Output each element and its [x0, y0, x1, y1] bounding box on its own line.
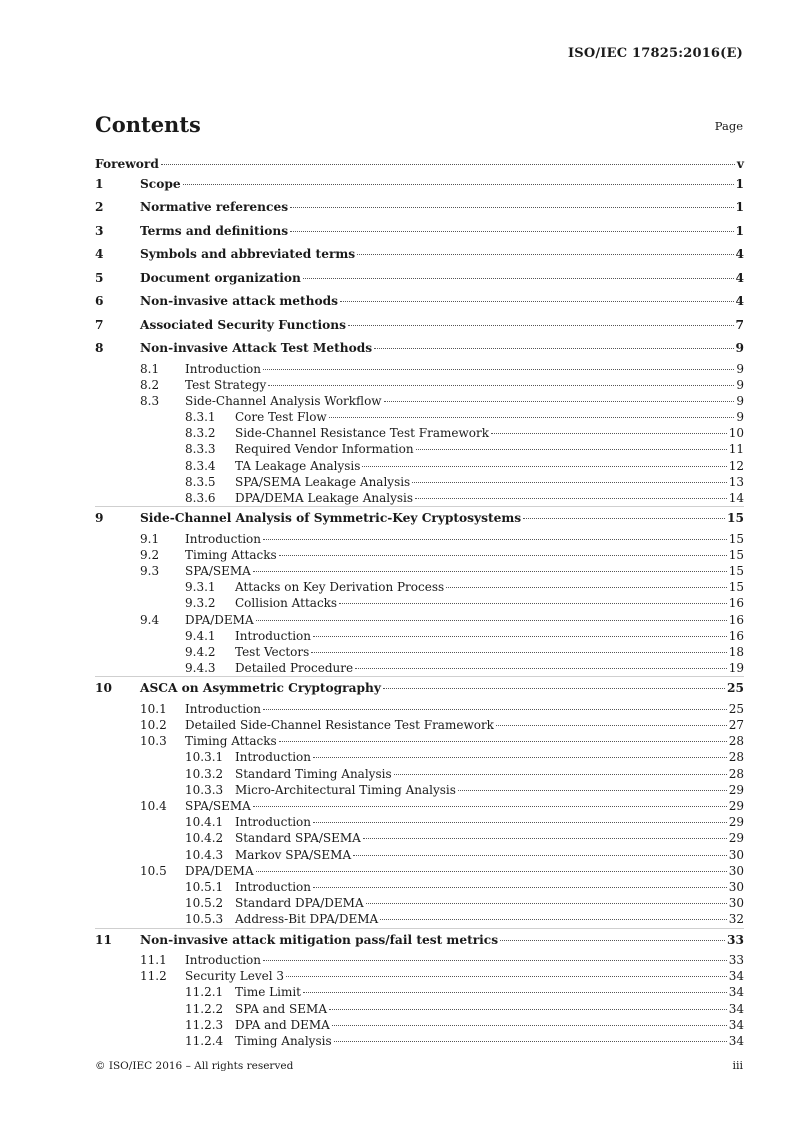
toc-entry[interactable]	[95, 628, 744, 644]
toc-entry-title: Introduction	[235, 815, 311, 830]
toc-entry-page: 29	[728, 799, 744, 813]
toc-entry[interactable]	[95, 377, 744, 393]
toc-entry-title: Introduction	[235, 750, 311, 765]
toc-entry-title: Scope	[140, 176, 181, 191]
toc-entry[interactable]	[95, 968, 744, 984]
toc-entry-page: 29	[728, 815, 744, 830]
table-of-contents	[95, 156, 744, 1049]
toc-entry-number: 3	[95, 223, 104, 238]
toc-entry[interactable]	[95, 660, 744, 676]
toc-entry-page: 33	[727, 932, 744, 947]
toc-entry-page: 30	[728, 847, 744, 862]
toc-entry-number: 8.1	[140, 361, 160, 376]
toc-entry-number: 9.2	[140, 547, 160, 562]
toc-entry-title: Document organization	[140, 270, 301, 285]
page-column-label: Page	[714, 119, 743, 133]
document-id: ISO/IEC 17825:2016(E)	[567, 46, 743, 61]
toc-entry[interactable]	[95, 267, 744, 291]
toc-entry-page: 32	[728, 912, 744, 927]
toc-entry-title: ASCA on Asymmetric Cryptography	[140, 681, 381, 696]
dot-leader	[256, 871, 727, 872]
dot-leader	[332, 1025, 727, 1026]
toc-entry[interactable]	[95, 782, 744, 798]
toc-entry-page: 28	[728, 766, 744, 781]
toc-entry-number: 8.3.3	[185, 442, 216, 457]
dot-leader	[256, 620, 727, 621]
toc-entry[interactable]	[95, 595, 744, 611]
toc-entry[interactable]	[95, 361, 744, 377]
toc-entry-number: 9.1	[140, 531, 160, 546]
dot-leader	[329, 1009, 727, 1010]
toc-entry[interactable]	[95, 676, 744, 701]
toc-entry-title: Address-Bit DPA/DEMA	[235, 912, 379, 927]
toc-entry[interactable]	[95, 563, 744, 579]
dot-leader	[458, 790, 727, 791]
toc-entry[interactable]	[95, 314, 744, 338]
toc-entry[interactable]	[95, 409, 744, 425]
toc-entry-number: 4	[95, 247, 104, 261]
toc-entry-title: Introduction	[235, 628, 311, 643]
dot-leader	[362, 466, 726, 467]
toc-entry[interactable]	[95, 506, 744, 531]
dot-leader	[446, 587, 727, 588]
toc-entry-number: 11.2.3	[185, 1017, 224, 1032]
toc-entry-title: Side-Channel Analysis of Symmetric-Key Cryptosystems	[140, 511, 522, 526]
toc-entry[interactable]	[95, 644, 744, 660]
toc-entry[interactable]	[95, 952, 744, 968]
toc-entry[interactable]	[95, 847, 744, 863]
toc-entry-title: Standard SPA/SEMA	[235, 831, 361, 846]
toc-entry-number: 10.3.1	[185, 750, 224, 765]
toc-entry-title: Normative references	[140, 200, 289, 214]
dot-leader	[313, 822, 727, 823]
dot-leader	[340, 301, 733, 302]
dot-leader	[394, 774, 727, 775]
toc-entry[interactable]	[95, 337, 744, 361]
toc-entry-number: 8.3.5	[185, 474, 216, 489]
toc-entry-page: 9	[736, 410, 744, 425]
toc-entry-page: 9	[735, 341, 744, 355]
dot-leader	[279, 741, 727, 742]
toc-entry-page: 27	[728, 718, 744, 733]
toc-entry-number: 10.3.3	[185, 782, 224, 797]
toc-entry-title: Introduction	[185, 361, 261, 376]
toc-entry-page: 9	[736, 361, 744, 376]
dot-leader	[311, 652, 726, 653]
toc-entry-page: 16	[728, 596, 744, 611]
toc-entry-page: 29	[728, 831, 744, 846]
toc-entry-title: Foreword	[95, 157, 159, 171]
dot-leader	[303, 992, 727, 993]
toc-entry[interactable]	[95, 733, 744, 749]
toc-entry-number: 10	[95, 681, 112, 696]
toc-entry-page: 10	[728, 426, 744, 441]
dot-leader	[253, 806, 727, 807]
toc-entry-title: Associated Security Functions	[140, 317, 346, 332]
dot-leader	[496, 725, 727, 726]
toc-entry-number: 9.4.2	[185, 645, 216, 659]
toc-entry-page: 4	[735, 247, 744, 261]
toc-entry-number: 9.3	[140, 564, 160, 579]
footer-copyright: © ISO/IEC 2016 – All rights reserved	[95, 1060, 294, 1072]
toc-entry-page: 34	[728, 985, 744, 1000]
toc-entry-page: 16	[728, 628, 744, 643]
toc-entry-title: Detailed Side-Channel Resistance Test Framework	[185, 718, 494, 733]
toc-entry-page: 18	[728, 645, 744, 659]
toc-entry-title: SPA/SEMA	[185, 799, 251, 813]
toc-entry-title: Introduction	[185, 953, 261, 967]
toc-entry-number: 1	[95, 176, 104, 191]
toc-entry-number: 8.3.6	[185, 491, 216, 505]
dot-leader	[183, 184, 734, 185]
toc-entry-number: 5	[95, 270, 104, 285]
toc-entry[interactable]	[95, 717, 744, 733]
toc-entry-number: 10.5.1	[185, 879, 224, 894]
toc-entry-number: 10.4.1	[185, 815, 224, 830]
toc-entry-number: 10.4.2	[185, 831, 224, 846]
dot-leader	[290, 207, 733, 208]
toc-entry[interactable]	[95, 895, 744, 911]
toc-entry[interactable]	[95, 612, 744, 628]
dot-leader	[416, 449, 727, 450]
toc-entry-page: 30	[728, 879, 744, 894]
toc-entry-page: 14	[728, 491, 744, 505]
toc-entry-number: 11.2.2	[185, 1001, 224, 1016]
toc-entry[interactable]	[95, 220, 744, 244]
toc-entry-page: 30	[728, 863, 744, 878]
toc-entry-title: Required Vendor Information	[235, 442, 414, 457]
toc-entry-number: 9.4.3	[185, 661, 216, 676]
toc-entry[interactable]	[95, 701, 744, 717]
toc-entry[interactable]	[95, 531, 744, 547]
dot-leader	[374, 348, 733, 349]
toc-entry-page: 16	[728, 612, 744, 627]
toc-entry-title: DPA/DEMA	[185, 863, 254, 878]
toc-entry-number: 8.2	[140, 377, 160, 392]
toc-entry-number: 8.3	[140, 393, 160, 408]
toc-entry-page: 1	[735, 200, 744, 214]
dot-leader	[523, 518, 725, 519]
dot-leader	[380, 919, 727, 920]
toc-entry[interactable]	[95, 579, 744, 595]
footer-page-number: iii	[732, 1059, 743, 1072]
toc-entry-number: 10.4.3	[185, 847, 224, 862]
toc-entry-number: 8	[95, 341, 104, 355]
toc-entry[interactable]	[95, 458, 744, 474]
toc-entry-number: 10.1	[140, 701, 167, 716]
toc-entry-page: 4	[735, 294, 744, 308]
toc-entry-page: 13	[728, 474, 744, 489]
toc-entry-number: 2	[95, 200, 104, 214]
toc-entry[interactable]	[95, 749, 744, 765]
toc-entry[interactable]	[95, 879, 744, 895]
dot-leader	[339, 603, 727, 604]
dot-leader	[491, 433, 727, 434]
dot-leader	[329, 417, 735, 418]
toc-entry-page: 28	[728, 750, 744, 765]
toc-entry[interactable]	[95, 766, 744, 782]
toc-entry[interactable]	[95, 863, 744, 879]
toc-entry-page: 30	[728, 896, 744, 911]
toc-entry-number: 7	[95, 317, 104, 332]
dot-leader	[253, 571, 727, 572]
dot-leader	[279, 555, 727, 556]
toc-entry[interactable]	[95, 173, 744, 197]
toc-entry[interactable]	[95, 798, 744, 814]
toc-entry-title: SPA/SEMA	[185, 564, 251, 579]
toc-entry-number: 6	[95, 294, 104, 308]
toc-entry-title: DPA/DEMA	[185, 612, 254, 627]
toc-entry-number: 11.2.1	[185, 985, 224, 1000]
toc-entry[interactable]	[95, 984, 744, 1000]
toc-entry-title: Non-invasive attack methods	[140, 294, 339, 308]
dot-leader	[263, 539, 727, 540]
toc-entry-page: 34	[728, 1001, 744, 1016]
dot-leader	[303, 278, 734, 279]
toc-entry[interactable]	[95, 547, 744, 563]
toc-entry[interactable]	[95, 196, 744, 220]
toc-entry[interactable]	[95, 490, 744, 506]
toc-entry-page: 1	[735, 176, 744, 191]
toc-entry-number: 11	[95, 932, 112, 947]
toc-entry[interactable]	[95, 425, 744, 441]
dot-leader	[366, 903, 727, 904]
dot-leader	[412, 482, 727, 483]
dot-leader	[290, 231, 733, 232]
dot-leader	[263, 960, 727, 961]
toc-entry-page: 15	[728, 580, 744, 595]
toc-entry-title: DPA/DEMA Leakage Analysis	[235, 491, 414, 505]
toc-entry-page: v	[736, 157, 744, 171]
toc-entry-title: Standard Timing Analysis	[235, 766, 392, 781]
contents-heading: Contents	[95, 112, 201, 137]
dot-leader	[263, 369, 734, 370]
toc-entry-number: 9.4	[140, 612, 160, 627]
toc-entry[interactable]	[95, 814, 744, 830]
toc-entry-title: Markov SPA/SEMA	[235, 847, 352, 862]
toc-entry-title: Introduction	[235, 879, 311, 894]
toc-entry[interactable]	[95, 156, 744, 173]
dot-leader	[363, 838, 727, 839]
toc-entry-title: Time Limit	[235, 985, 301, 1000]
dot-leader	[355, 668, 727, 669]
toc-entry[interactable]	[95, 243, 744, 267]
toc-entry[interactable]	[95, 1001, 744, 1017]
toc-entry-title: Timing Attacks	[185, 734, 277, 749]
toc-entry-title: TA Leakage Analysis	[235, 458, 361, 473]
toc-entry-page: 19	[728, 661, 744, 676]
toc-entry-number: 10.5.3	[185, 912, 224, 927]
dot-leader	[286, 976, 727, 977]
toc-entry-page: 34	[728, 1017, 744, 1032]
dot-leader	[383, 688, 725, 689]
toc-entry-number: 11.1	[140, 953, 167, 967]
toc-entry[interactable]	[95, 928, 744, 953]
toc-entry[interactable]	[95, 1017, 744, 1033]
toc-entry-number: 9.4.1	[185, 628, 216, 643]
toc-entry-page: 25	[728, 701, 744, 716]
dot-leader	[268, 385, 734, 386]
toc-entry-title: SPA and SEMA	[235, 1001, 327, 1016]
dot-leader	[384, 401, 735, 402]
dot-leader	[313, 887, 727, 888]
dot-leader	[161, 164, 735, 165]
toc-entry-page: 15	[728, 564, 744, 579]
toc-entry-title: Test Vectors	[235, 645, 310, 659]
toc-entry-number: 10.5.2	[185, 896, 224, 911]
dot-leader	[357, 254, 733, 255]
toc-entry-title: Standard DPA/DEMA	[235, 896, 364, 911]
toc-entry-title: Security Level 3	[185, 969, 284, 984]
dot-leader	[353, 855, 727, 856]
toc-entry-number: 11.2	[140, 969, 167, 984]
toc-entry-title: Non-invasive attack mitigation pass/fail test metrics	[140, 932, 499, 947]
toc-entry-page: 15	[728, 547, 744, 562]
toc-entry[interactable]	[95, 441, 744, 457]
dot-leader	[415, 498, 727, 499]
toc-entry[interactable]	[95, 1033, 744, 1049]
toc-entry-title: Test Strategy	[185, 377, 267, 392]
toc-entry-number: 8.3.2	[185, 426, 216, 441]
toc-entry-page: 7	[735, 317, 744, 332]
toc-entry-title: Side-Channel Resistance Test Framework	[235, 426, 489, 441]
toc-entry-title: Timing Analysis	[235, 1033, 332, 1048]
toc-entry-number: 11.2.4	[185, 1033, 224, 1048]
dot-leader	[500, 940, 725, 941]
toc-entry[interactable]	[95, 474, 744, 490]
toc-entry-title: Timing Attacks	[185, 547, 277, 562]
toc-entry-number: 8.3.1	[185, 410, 216, 425]
toc-entry-page: 9	[736, 377, 744, 392]
toc-entry-title: Micro-Architectural Timing Analysis	[235, 782, 456, 797]
toc-entry-number: 10.5	[140, 863, 167, 878]
toc-entry[interactable]	[95, 830, 744, 846]
toc-entry-page: 1	[735, 223, 744, 238]
dot-leader	[263, 709, 727, 710]
toc-entry[interactable]	[95, 393, 744, 409]
toc-entry-number: 8.3.4	[185, 458, 216, 473]
toc-entry-number: 9	[95, 511, 104, 526]
dot-leader	[348, 325, 734, 326]
toc-entry-title: Detailed Procedure	[235, 661, 354, 676]
toc-entry-page: 11	[728, 442, 744, 457]
toc-entry-number: 10.4	[140, 799, 167, 813]
toc-entry-page: 12	[728, 458, 744, 473]
toc-entry-title: DPA and DEMA	[235, 1017, 330, 1032]
toc-entry-page: 4	[735, 270, 744, 285]
toc-entry-title: Introduction	[185, 701, 261, 716]
toc-entry-title: SPA/SEMA Leakage Analysis	[235, 474, 411, 489]
toc-entry-title: Terms and definitions	[140, 223, 289, 238]
toc-entry-title: Introduction	[185, 531, 261, 546]
toc-entry-page: 25	[727, 681, 744, 696]
toc-entry-page: 34	[728, 969, 744, 984]
toc-entry-page: 15	[727, 511, 744, 526]
toc-entry-number: 10.2	[140, 718, 167, 733]
toc-entry-title: Attacks on Key Derivation Process	[235, 580, 445, 595]
toc-entry-title: Symbols and abbreviated terms	[140, 247, 356, 261]
toc-entry-title: Core Test Flow	[235, 410, 327, 425]
toc-entry-title: Non-invasive Attack Test Methods	[140, 341, 373, 355]
dot-leader	[313, 636, 727, 637]
dot-leader	[313, 757, 727, 758]
toc-entry[interactable]	[95, 911, 744, 927]
toc-entry-number: 9.3.2	[185, 596, 216, 611]
toc-entry-number: 10.3.2	[185, 766, 224, 781]
toc-entry-page: 29	[728, 782, 744, 797]
toc-entry-number: 9.3.1	[185, 580, 216, 595]
toc-entry-page: 34	[728, 1033, 744, 1048]
toc-entry-title: Side-Channel Analysis Workflow	[185, 393, 382, 408]
toc-entry-page: 15	[728, 531, 744, 546]
toc-entry-page: 9	[736, 393, 744, 408]
toc-entry-page: 33	[728, 953, 744, 967]
dot-leader	[334, 1041, 727, 1042]
toc-entry-number: 10.3	[140, 734, 167, 749]
toc-entry[interactable]	[95, 290, 744, 314]
toc-entry-page: 28	[728, 734, 744, 749]
toc-entry-title: Collision Attacks	[235, 596, 338, 611]
